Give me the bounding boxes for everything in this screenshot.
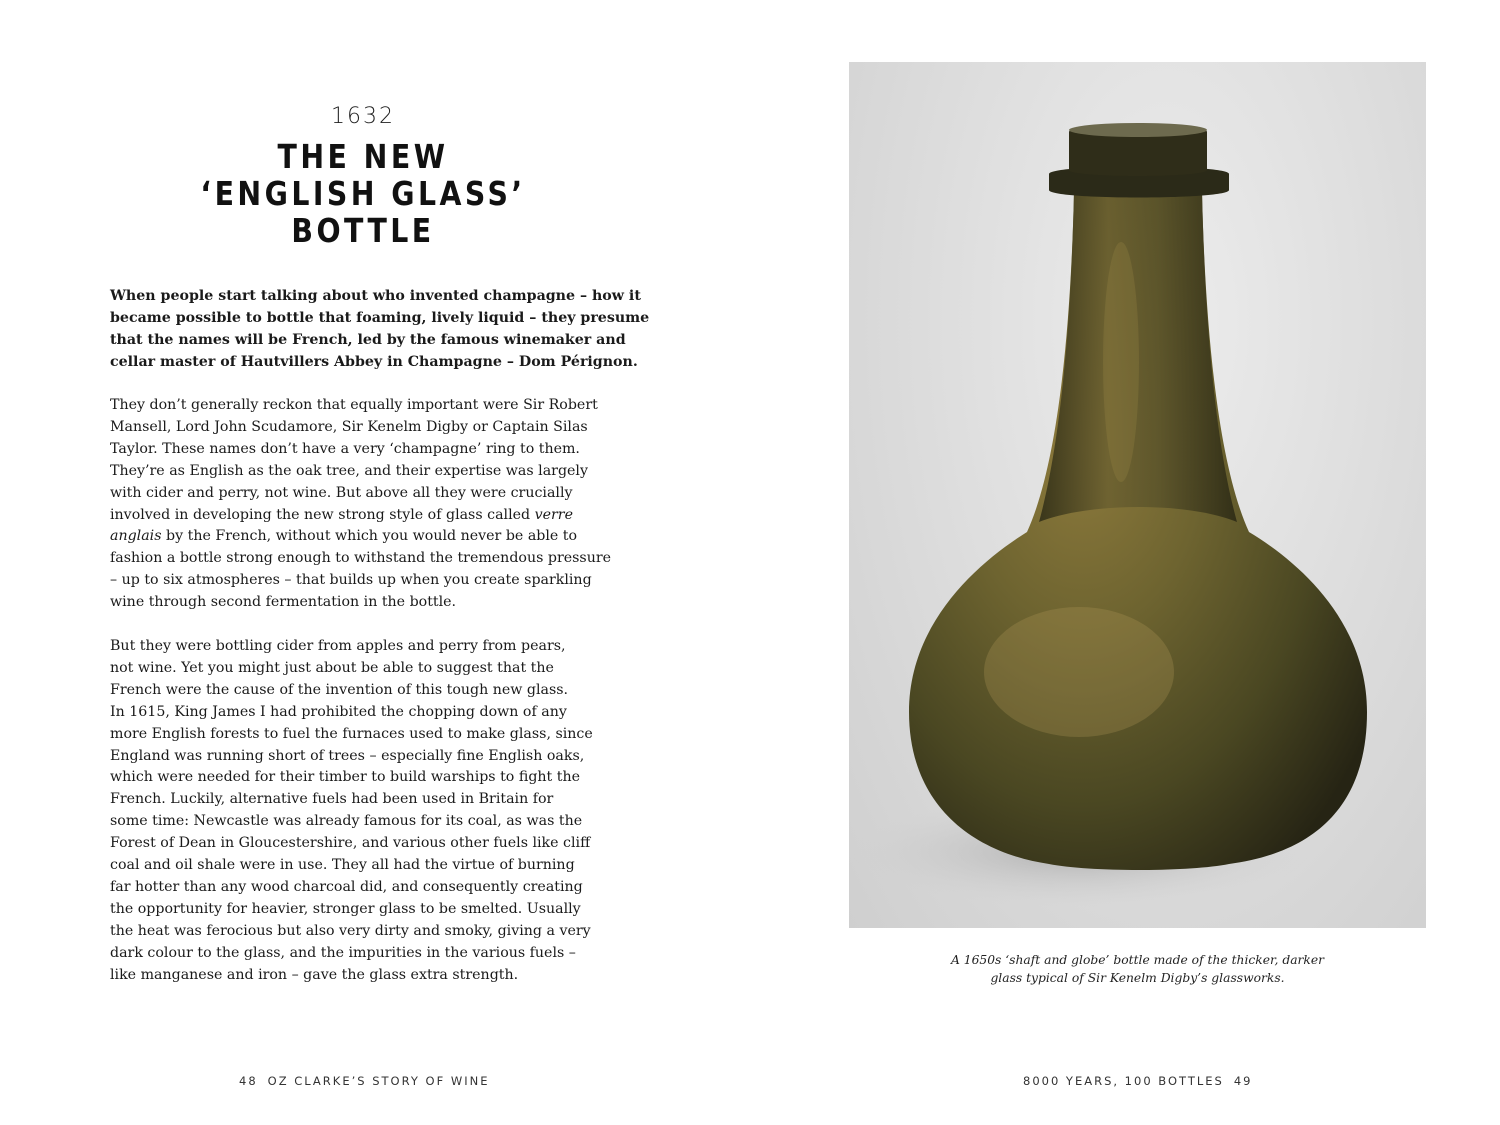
bottle-photo: [849, 62, 1426, 928]
italic-term: verre: [534, 506, 573, 523]
text-line: became possible to bottle that foaming, lively liquid – they presume: [110, 309, 650, 326]
body-paragraph: [110, 395, 630, 614]
text-line: dark colour to the glass, and the impurities in the various fuels –: [110, 944, 576, 961]
text-line: that the names will be French, led by the famous winemaker and: [110, 331, 626, 348]
title-line: ‘ENGLISH GLASS’: [200, 174, 526, 213]
neck-highlight: [1103, 242, 1139, 482]
text-line: They don’t generally reckon that equally important were Sir Robert: [110, 397, 598, 413]
entry-year: 1632: [331, 104, 395, 129]
text-line: more English forests to fuel the furnaces used to make glass, since: [110, 725, 593, 742]
text-line: which were needed for their timber to build warships to fight the: [110, 769, 580, 786]
text-line: fashion a bottle strong enough to withstand the tremendous pressure: [110, 550, 612, 567]
text-line: But they were bottling cider from apples and perry from pears,: [110, 638, 566, 654]
text-line: [110, 505, 630, 527]
right-page: [750, 0, 1500, 1125]
text-span: involved in developing the new strong style of glass called: [110, 506, 535, 523]
folio-left: [229, 1074, 489, 1088]
text-line: When people start talking about who invented champagne – how it: [110, 288, 641, 304]
page-title: [145, 138, 580, 249]
text-line: Forest of Dean in Gloucestershire, and various other fuels like cliff: [110, 835, 591, 852]
caption-line: glass typical of Sir Kenelm Digby’s glassworks.: [990, 971, 1285, 985]
text-line: far hotter than any wood charcoal did, and consequently creating: [110, 878, 583, 895]
text-line: England was running short of trees – especially fine English oaks,: [110, 747, 585, 764]
lead-paragraph: [110, 286, 650, 374]
running-head: OZ CLARKE’S STORY OF WINE: [267, 1074, 490, 1088]
text-line: [110, 526, 630, 548]
text-line: with cider and perry, not wine. But above all they were crucially: [110, 484, 573, 501]
photo-caption: [849, 951, 1426, 987]
page-number: 49: [1233, 1074, 1253, 1088]
bottle-illustration: [849, 62, 1426, 928]
text-line: cellar master of Hautvillers Abbey in Champagne – Dom Pérignon.: [110, 353, 638, 370]
text-line: wine through second fermentation in the bottle.: [110, 594, 457, 611]
text-line: like manganese and iron – gave the glass extra strength.: [110, 966, 519, 983]
caption-line: A 1650s ‘shaft and globe’ bottle made of the thicker, darker: [950, 953, 1325, 967]
text-line: French were the cause of the invention of this tough new glass.: [110, 681, 569, 698]
text-line: some time: Newcastle was already famous for its coal, as was the: [110, 813, 583, 830]
text-line: the opportunity for heavier, stronger glass to be smelted. Usually: [110, 900, 581, 917]
text-span: by the French, without which you would never be able to: [161, 528, 578, 545]
text-line: Mansell, Lord John Scudamore, Sir Kenelm Digby or Captain Silas: [110, 418, 588, 435]
text-line: the heat was ferocious but also very dirty and smoky, giving a very: [110, 922, 591, 939]
text-line: not wine. Yet you might just about be able to suggest that the: [110, 659, 554, 676]
body-paragraph: [110, 636, 630, 987]
bottle-rim: [1069, 123, 1207, 137]
text-line: They’re as English as the oak tree, and their expertise was largely: [110, 462, 588, 479]
title-line: BOTTLE: [291, 211, 435, 250]
bottle-highlight: [984, 607, 1174, 737]
text-line: In 1615, King James I had prohibited the chopping down of any: [110, 703, 567, 720]
folio-right: [1023, 1074, 1263, 1088]
text-line: – up to six atmospheres – that builds up when you create sparkling: [110, 572, 592, 589]
text-line: Taylor. These names don’t have a very ‘champagne’ ring to them.: [110, 440, 580, 457]
page-number: 48: [239, 1074, 258, 1088]
italic-term: anglais: [110, 528, 162, 545]
text-line: French. Luckily, alternative fuels had been used in Britain for: [110, 791, 554, 808]
text-line: coal and oil shale were in use. They all had the virtue of burning: [110, 857, 575, 874]
title-line: THE NEW: [277, 137, 449, 176]
running-head: 8000 YEARS, 100 BOTTLES: [1023, 1074, 1224, 1088]
